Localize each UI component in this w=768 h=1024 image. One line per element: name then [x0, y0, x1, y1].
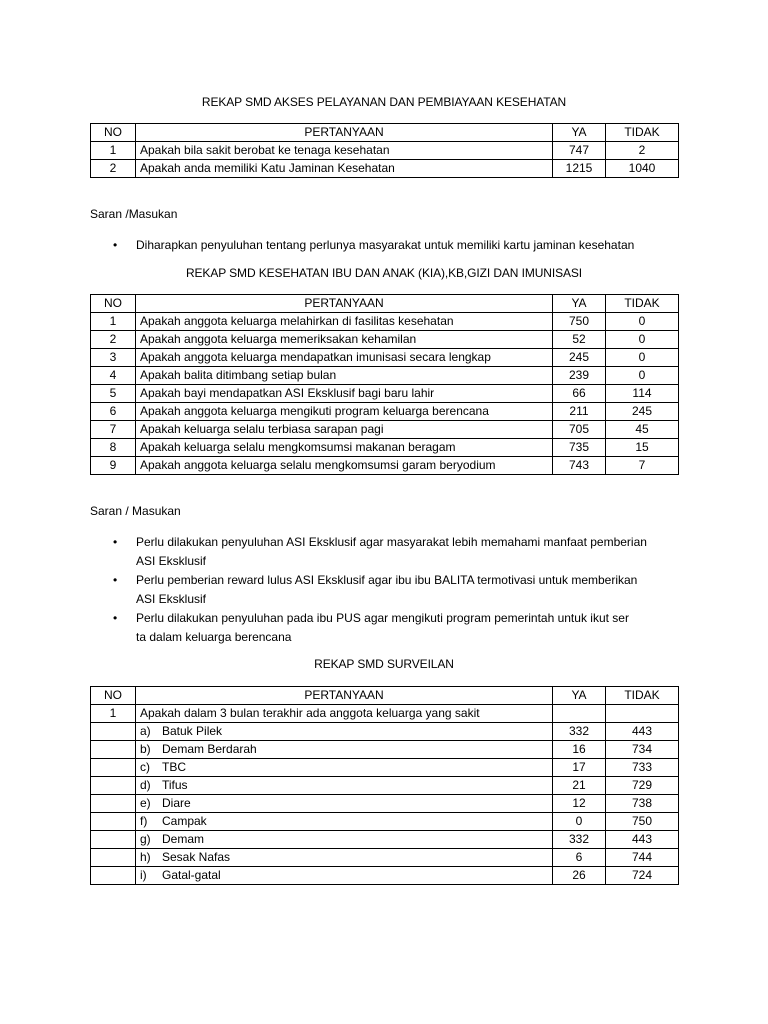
- section1-saran-label: Saran /Masukan: [90, 207, 178, 221]
- saran-item: [90, 533, 690, 571]
- row-question: Apakah anda memiliki Katu Jaminan Kesehatan: [136, 160, 553, 178]
- row-question: [136, 849, 553, 867]
- row-letter: i): [140, 868, 147, 882]
- section1-saran-list: [90, 236, 690, 255]
- table-row: [91, 849, 679, 867]
- row-tidak: 45: [606, 421, 679, 439]
- row-no: 1: [91, 705, 136, 723]
- bullet-icon: •: [113, 238, 118, 252]
- header-tidak: TIDAK: [606, 687, 679, 705]
- row-no: 8: [91, 439, 136, 457]
- table-row: [91, 867, 679, 885]
- table-row: [91, 160, 679, 178]
- row-ya: 750: [553, 313, 606, 331]
- row-tidak: [606, 705, 679, 723]
- row-tidak: 729: [606, 777, 679, 795]
- row-label: Batuk Pilek: [162, 724, 223, 738]
- row-question: [136, 741, 553, 759]
- header-question: PERTANYAAN: [136, 295, 553, 313]
- table-row: [91, 705, 679, 723]
- row-ya: 747: [553, 142, 606, 160]
- row-no: 2: [91, 160, 136, 178]
- row-tidak: 0: [606, 331, 679, 349]
- table-header-row: [91, 687, 679, 705]
- row-letter: d): [140, 778, 151, 792]
- saran-text-line: ASI Eksklusif: [136, 554, 207, 568]
- row-question: Apakah dalam 3 bulan terakhir ada anggota keluarga yang sakit: [136, 705, 553, 723]
- section2-saran-list: [90, 533, 690, 647]
- row-no: 3: [91, 349, 136, 367]
- table-row: [91, 759, 679, 777]
- row-ya: 735: [553, 439, 606, 457]
- row-question: Apakah balita ditimbang setiap bulan: [136, 367, 553, 385]
- row-question: Apakah anggota keluarga selalu mengkomsumsi garam beryodium: [136, 457, 553, 475]
- row-question: [136, 831, 553, 849]
- row-no: [91, 867, 136, 885]
- table-row: [91, 777, 679, 795]
- row-no: [91, 831, 136, 849]
- row-letter: c): [140, 760, 150, 774]
- table-row: [91, 457, 679, 475]
- table-row: [91, 367, 679, 385]
- row-label: Tifus: [162, 778, 188, 792]
- row-no: [91, 759, 136, 777]
- table-header-row: [91, 295, 679, 313]
- header-tidak: TIDAK: [606, 124, 679, 142]
- saran-item: [90, 236, 690, 255]
- row-question: [136, 795, 553, 813]
- row-ya: 12: [553, 795, 606, 813]
- saran-text-line: Perlu dilakukan penyuluhan pada ibu PUS agar mengikuti program pemerintah untuk ikut ser: [136, 611, 629, 625]
- row-question: [136, 813, 553, 831]
- saran-item: [90, 609, 690, 647]
- row-ya: 211: [553, 403, 606, 421]
- saran-text: Diharapkan penyuluhan tentang perlunya masyarakat untuk memiliki kartu jaminan kesehatan: [136, 238, 635, 252]
- row-ya: 245: [553, 349, 606, 367]
- row-tidak: 738: [606, 795, 679, 813]
- row-tidak: 114: [606, 385, 679, 403]
- bullet-icon: •: [113, 573, 118, 587]
- saran-text-line: ASI Eksklusif: [136, 592, 207, 606]
- table-row: [91, 723, 679, 741]
- row-tidak: 2: [606, 142, 679, 160]
- row-letter: a): [140, 724, 151, 738]
- row-no: 2: [91, 331, 136, 349]
- row-no: 5: [91, 385, 136, 403]
- row-tidak: 724: [606, 867, 679, 885]
- header-ya: YA: [553, 295, 606, 313]
- bullet-icon: •: [113, 611, 118, 625]
- row-ya: 16: [553, 741, 606, 759]
- saran-item: [90, 571, 690, 609]
- section1-title: REKAP SMD AKSES PELAYANAN DAN PEMBIAYAAN KESEHATAN: [201, 95, 567, 109]
- row-letter: b): [140, 742, 151, 756]
- row-question: [136, 867, 553, 885]
- row-question: [136, 777, 553, 795]
- row-ya: 239: [553, 367, 606, 385]
- row-question: Apakah anggota keluarga mengikuti program keluarga berencana: [136, 403, 553, 421]
- row-question: Apakah bayi mendapatkan ASI Eksklusif bagi baru lahir: [136, 385, 553, 403]
- header-ya: YA: [553, 124, 606, 142]
- row-label: Demam Berdarah: [162, 742, 257, 756]
- row-ya: 743: [553, 457, 606, 475]
- row-question: [136, 723, 553, 741]
- row-tidak: 744: [606, 849, 679, 867]
- header-no: NO: [91, 124, 136, 142]
- table-row: [91, 331, 679, 349]
- row-tidak: 0: [606, 367, 679, 385]
- table-row: [91, 795, 679, 813]
- header-tidak: TIDAK: [606, 295, 679, 313]
- row-no: [91, 777, 136, 795]
- row-letter: f): [140, 814, 148, 828]
- section3-title: REKAP SMD SURVEILAN: [314, 657, 454, 671]
- table-row: [91, 385, 679, 403]
- table-header-row: [91, 124, 679, 142]
- row-tidak: 15: [606, 439, 679, 457]
- row-ya: 1215: [553, 160, 606, 178]
- section2-title: REKAP SMD KESEHATAN IBU DAN ANAK (KIA),KB,GIZI DAN IMUNISASI: [185, 266, 583, 280]
- row-ya: 66: [553, 385, 606, 403]
- table-row: [91, 439, 679, 457]
- row-tidak: 7: [606, 457, 679, 475]
- row-question: Apakah keluarga selalu mengkomsumsi makanan beragam: [136, 439, 553, 457]
- row-ya: 0: [553, 813, 606, 831]
- row-no: 6: [91, 403, 136, 421]
- row-letter: h): [140, 850, 151, 864]
- row-tidak: 443: [606, 831, 679, 849]
- row-ya: 17: [553, 759, 606, 777]
- section2-table: [90, 294, 679, 475]
- row-no: 7: [91, 421, 136, 439]
- saran-text-line: Perlu pemberian reward lulus ASI Eksklusif agar ibu ibu BALITA termotivasi untuk memberikan: [136, 573, 638, 587]
- row-question: Apakah bila sakit berobat ke tenaga kesehatan: [136, 142, 553, 160]
- row-no: 1: [91, 313, 136, 331]
- section2-saran-label: Saran / Masukan: [90, 504, 181, 518]
- section1-table: [90, 123, 679, 178]
- row-no: [91, 741, 136, 759]
- row-tidak: 0: [606, 349, 679, 367]
- saran-text-line: Perlu dilakukan penyuluhan ASI Eksklusif agar masyarakat lebih memahami manfaat pemberian: [136, 535, 647, 549]
- header-question: PERTANYAAN: [136, 687, 553, 705]
- table-row: [91, 349, 679, 367]
- row-question: Apakah keluarga selalu terbiasa sarapan pagi: [136, 421, 553, 439]
- row-label: TBC: [162, 760, 186, 774]
- row-tidak: 245: [606, 403, 679, 421]
- row-tidak: 443: [606, 723, 679, 741]
- row-no: 4: [91, 367, 136, 385]
- row-letter: e): [140, 796, 151, 810]
- row-tidak: 734: [606, 741, 679, 759]
- saran-text-line: ta dalam keluarga berencana: [136, 630, 292, 644]
- row-question: Apakah anggota keluarga melahirkan di fasilitas kesehatan: [136, 313, 553, 331]
- row-ya: 6: [553, 849, 606, 867]
- row-label: Campak: [162, 814, 207, 828]
- row-no: [91, 795, 136, 813]
- table-row: [91, 831, 679, 849]
- row-letter: g): [140, 832, 151, 846]
- row-label: Gatal-gatal: [162, 868, 221, 882]
- row-label: Demam: [162, 832, 205, 846]
- row-ya: 52: [553, 331, 606, 349]
- row-no: 9: [91, 457, 136, 475]
- row-tidak: 1040: [606, 160, 679, 178]
- table-row: [91, 741, 679, 759]
- section3-table: [90, 686, 679, 885]
- row-ya: 332: [553, 723, 606, 741]
- row-ya: 26: [553, 867, 606, 885]
- row-ya: 21: [553, 777, 606, 795]
- table-row: [91, 421, 679, 439]
- header-no: NO: [91, 295, 136, 313]
- bullet-icon: •: [113, 535, 118, 549]
- row-no: 1: [91, 142, 136, 160]
- row-question: [136, 759, 553, 777]
- row-no: [91, 723, 136, 741]
- table-row: [91, 142, 679, 160]
- row-ya: [553, 705, 606, 723]
- row-tidak: 0: [606, 313, 679, 331]
- row-label: Diare: [162, 796, 191, 810]
- row-tidak: 733: [606, 759, 679, 777]
- row-ya: 705: [553, 421, 606, 439]
- row-label: Sesak Nafas: [162, 850, 231, 864]
- table-row: [91, 403, 679, 421]
- row-question: Apakah anggota keluarga mendapatkan imunisasi secara lengkap: [136, 349, 553, 367]
- header-no: NO: [91, 687, 136, 705]
- table-row: [91, 813, 679, 831]
- header-ya: YA: [553, 687, 606, 705]
- header-question: PERTANYAAN: [136, 124, 553, 142]
- row-no: [91, 813, 136, 831]
- row-tidak: 750: [606, 813, 679, 831]
- row-question: Apakah anggota keluarga memeriksakan kehamilan: [136, 331, 553, 349]
- row-ya: 332: [553, 831, 606, 849]
- table-row: [91, 313, 679, 331]
- row-no: [91, 849, 136, 867]
